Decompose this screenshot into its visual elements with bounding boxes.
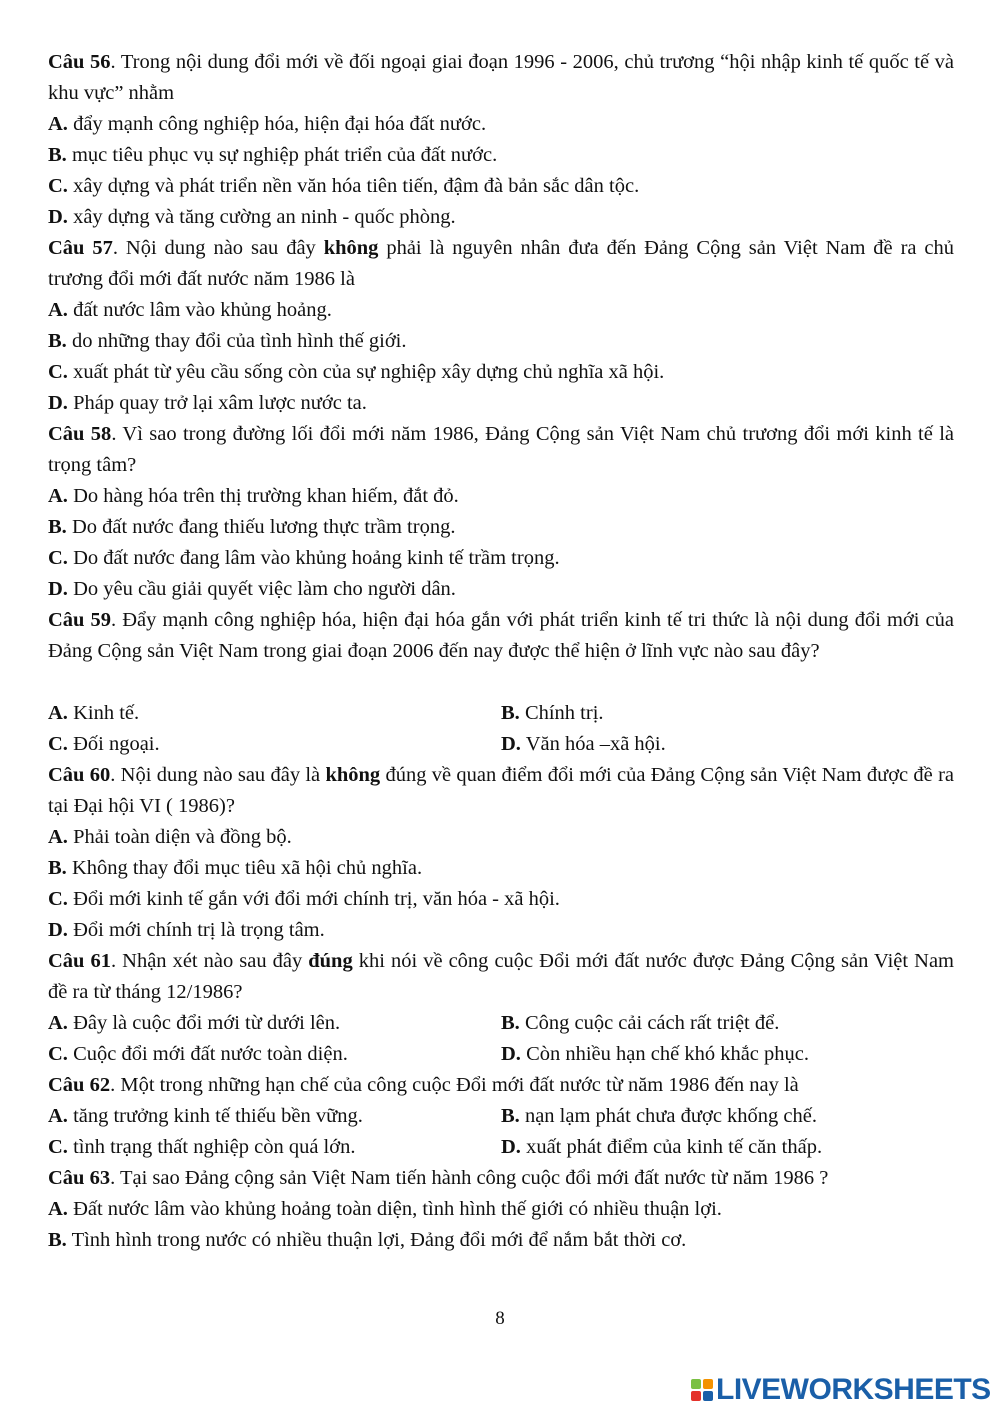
question-number: Câu 59 xyxy=(48,609,112,631)
worksheet-page xyxy=(48,47,954,1256)
option-57-c: C. xuất phát từ yêu cầu sống còn của sự nghiệp xây dựng chủ nghĩa xã hội. xyxy=(48,361,665,383)
option-60-c: C. Đổi mới kinh tế gắn với đổi mới chính trị, văn hóa - xã hội. xyxy=(48,888,560,910)
question-60-stem: Câu 60. Nội dung nào sau đây là không đúng về quan điểm đổi mới của Đảng Cộng sản Việt Nam được đề ra tại Đại hội VI ( 1986)? xyxy=(48,764,954,817)
liveworksheets-logo-icon xyxy=(691,1379,713,1401)
option-59-a: A. Kinh tế. xyxy=(48,702,140,724)
option-57-d: D. Pháp quay trở lại xâm lược nước ta. xyxy=(48,392,367,414)
option-row xyxy=(48,1101,954,1132)
option-row xyxy=(48,698,954,729)
option-60-b: B. Không thay đổi mục tiêu xã hội chủ nghĩa. xyxy=(48,857,423,879)
logo-square-icon xyxy=(691,1379,701,1389)
question-63-stem: Câu 63. Tại sao Đảng cộng sản Việt Nam tiến hành công cuộc đổi mới đất nước từ năm 1986 ? xyxy=(48,1167,829,1189)
option-62-a: A. tăng trưởng kinh tế thiếu bền vững. xyxy=(48,1105,363,1127)
option-row xyxy=(48,729,954,760)
logo-square-icon xyxy=(703,1379,713,1389)
option-row xyxy=(48,1132,954,1163)
question-57-stem: Câu 57. Nội dung nào sau đây không phải là nguyên nhân đưa đến Đảng Cộng sản Việt Nam đề ra chủ trương đổi mới đất nước năm 1986 là xyxy=(48,237,954,290)
question-number: Câu 62 xyxy=(48,1074,111,1096)
option-60-a: A. Phải toàn diện và đồng bộ. xyxy=(48,826,292,848)
option-59-b: B. Chính trị. xyxy=(501,702,604,724)
logo-square-icon xyxy=(703,1391,713,1401)
option-59-d: D. Văn hóa –xã hội. xyxy=(501,733,666,755)
page-number: 8 xyxy=(495,1308,505,1329)
question-number: Câu 60 xyxy=(48,764,111,786)
option-57-a: A. đất nước lâm vào khủng hoảng. xyxy=(48,299,332,321)
question-61-stem: Câu 61. Nhận xét nào sau đây đúng khi nói về công cuộc Đổi mới đất nước được Đảng Cộng sản Việt Nam đề ra từ tháng 12/1986? xyxy=(48,950,954,1003)
option-61-b: B. Công cuộc cải cách rất triệt để. xyxy=(501,1012,780,1034)
question-number: Câu 57 xyxy=(48,237,113,259)
option-61-d: D. Còn nhiều hạn chế khó khắc phục. xyxy=(501,1043,809,1065)
question-number: Câu 58 xyxy=(48,423,112,445)
option-63-b: B. Tình hình trong nước có nhiều thuận lợi, Đảng đổi mới để nắm bắt thời cơ. xyxy=(48,1229,687,1251)
option-57-b: B. do những thay đổi của tình hình thế giới. xyxy=(48,330,407,352)
option-58-a: A. Do hàng hóa trên thị trường khan hiếm, đắt đỏ. xyxy=(48,485,459,507)
option-row xyxy=(48,1008,954,1039)
option-58-c: C. Do đất nước đang lâm vào khủng hoảng kinh tế trầm trọng. xyxy=(48,547,560,569)
option-56-a: A. đẩy mạnh công nghiệp hóa, hiện đại hóa đất nước. xyxy=(48,113,487,135)
option-61-c: C. Cuộc đổi mới đất nước toàn diện. xyxy=(48,1043,348,1065)
option-56-d: D. xây dựng và tăng cường an ninh - quốc phòng. xyxy=(48,206,456,228)
option-row xyxy=(48,1039,954,1070)
option-62-c: C. tình trạng thất nghiệp còn quá lớn. xyxy=(48,1136,356,1158)
question-58-stem: Câu 58. Vì sao trong đường lối đổi mới năm 1986, Đảng Cộng sản Việt Nam chủ trương đổi mới kinh tế là trọng tâm? xyxy=(48,423,954,476)
option-58-b: B. Do đất nước đang thiếu lương thực trầm trọng. xyxy=(48,516,456,538)
question-number: Câu 63 xyxy=(48,1167,111,1189)
question-number: Câu 56 xyxy=(48,51,111,73)
question-56-stem: Câu 56. Trong nội dung đổi mới về đối ngoại giai đoạn 1996 - 2006, chủ trương “hội nhập kinh tế quốc tế và khu vực” nhằm xyxy=(48,51,954,104)
option-62-b: B. nạn lạm phát chưa được khống chế. xyxy=(501,1105,818,1127)
option-63-a: A. Đất nước lâm vào khủng hoảng toàn diện, tình hình thế giới có nhiều thuận lợi. xyxy=(48,1198,722,1220)
question-number: Câu 61 xyxy=(48,950,111,972)
logo-square-icon xyxy=(691,1391,701,1401)
question-59-stem: Câu 59. Đẩy mạnh công nghiệp hóa, hiện đại hóa gắn với phát triển kinh tế tri thức là nội dung đổi mới của Đảng Cộng sản Việt Nam trong giai đoạn 2006 đến nay được thể hiện ở lĩnh vực nào sau đây? xyxy=(48,609,954,662)
option-59-c: C. Đối ngoại. xyxy=(48,733,160,755)
liveworksheets-logo[interactable] xyxy=(691,1373,991,1407)
option-56-c: C. xây dựng và phát triển nền văn hóa tiên tiến, đậm đà bản sắc dân tộc. xyxy=(48,175,640,197)
option-60-d: D. Đổi mới chính trị là trọng tâm. xyxy=(48,919,325,941)
option-58-d: D. Do yêu cầu giải quyết việc làm cho người dân. xyxy=(48,578,456,600)
liveworksheets-brand-text: LIVEWORKSHEETS xyxy=(716,1373,991,1406)
option-61-a: A. Đây là cuộc đổi mới từ dưới lên. xyxy=(48,1012,341,1034)
question-62-stem: Câu 62. Một trong những hạn chế của công cuộc Đổi mới đất nước từ năm 1986 đến nay là xyxy=(48,1074,799,1096)
option-62-d: D. xuất phát điểm của kinh tế căn thấp. xyxy=(501,1136,823,1158)
option-56-b: B. mục tiêu phục vụ sự nghiệp phát triển của đất nước. xyxy=(48,144,498,166)
